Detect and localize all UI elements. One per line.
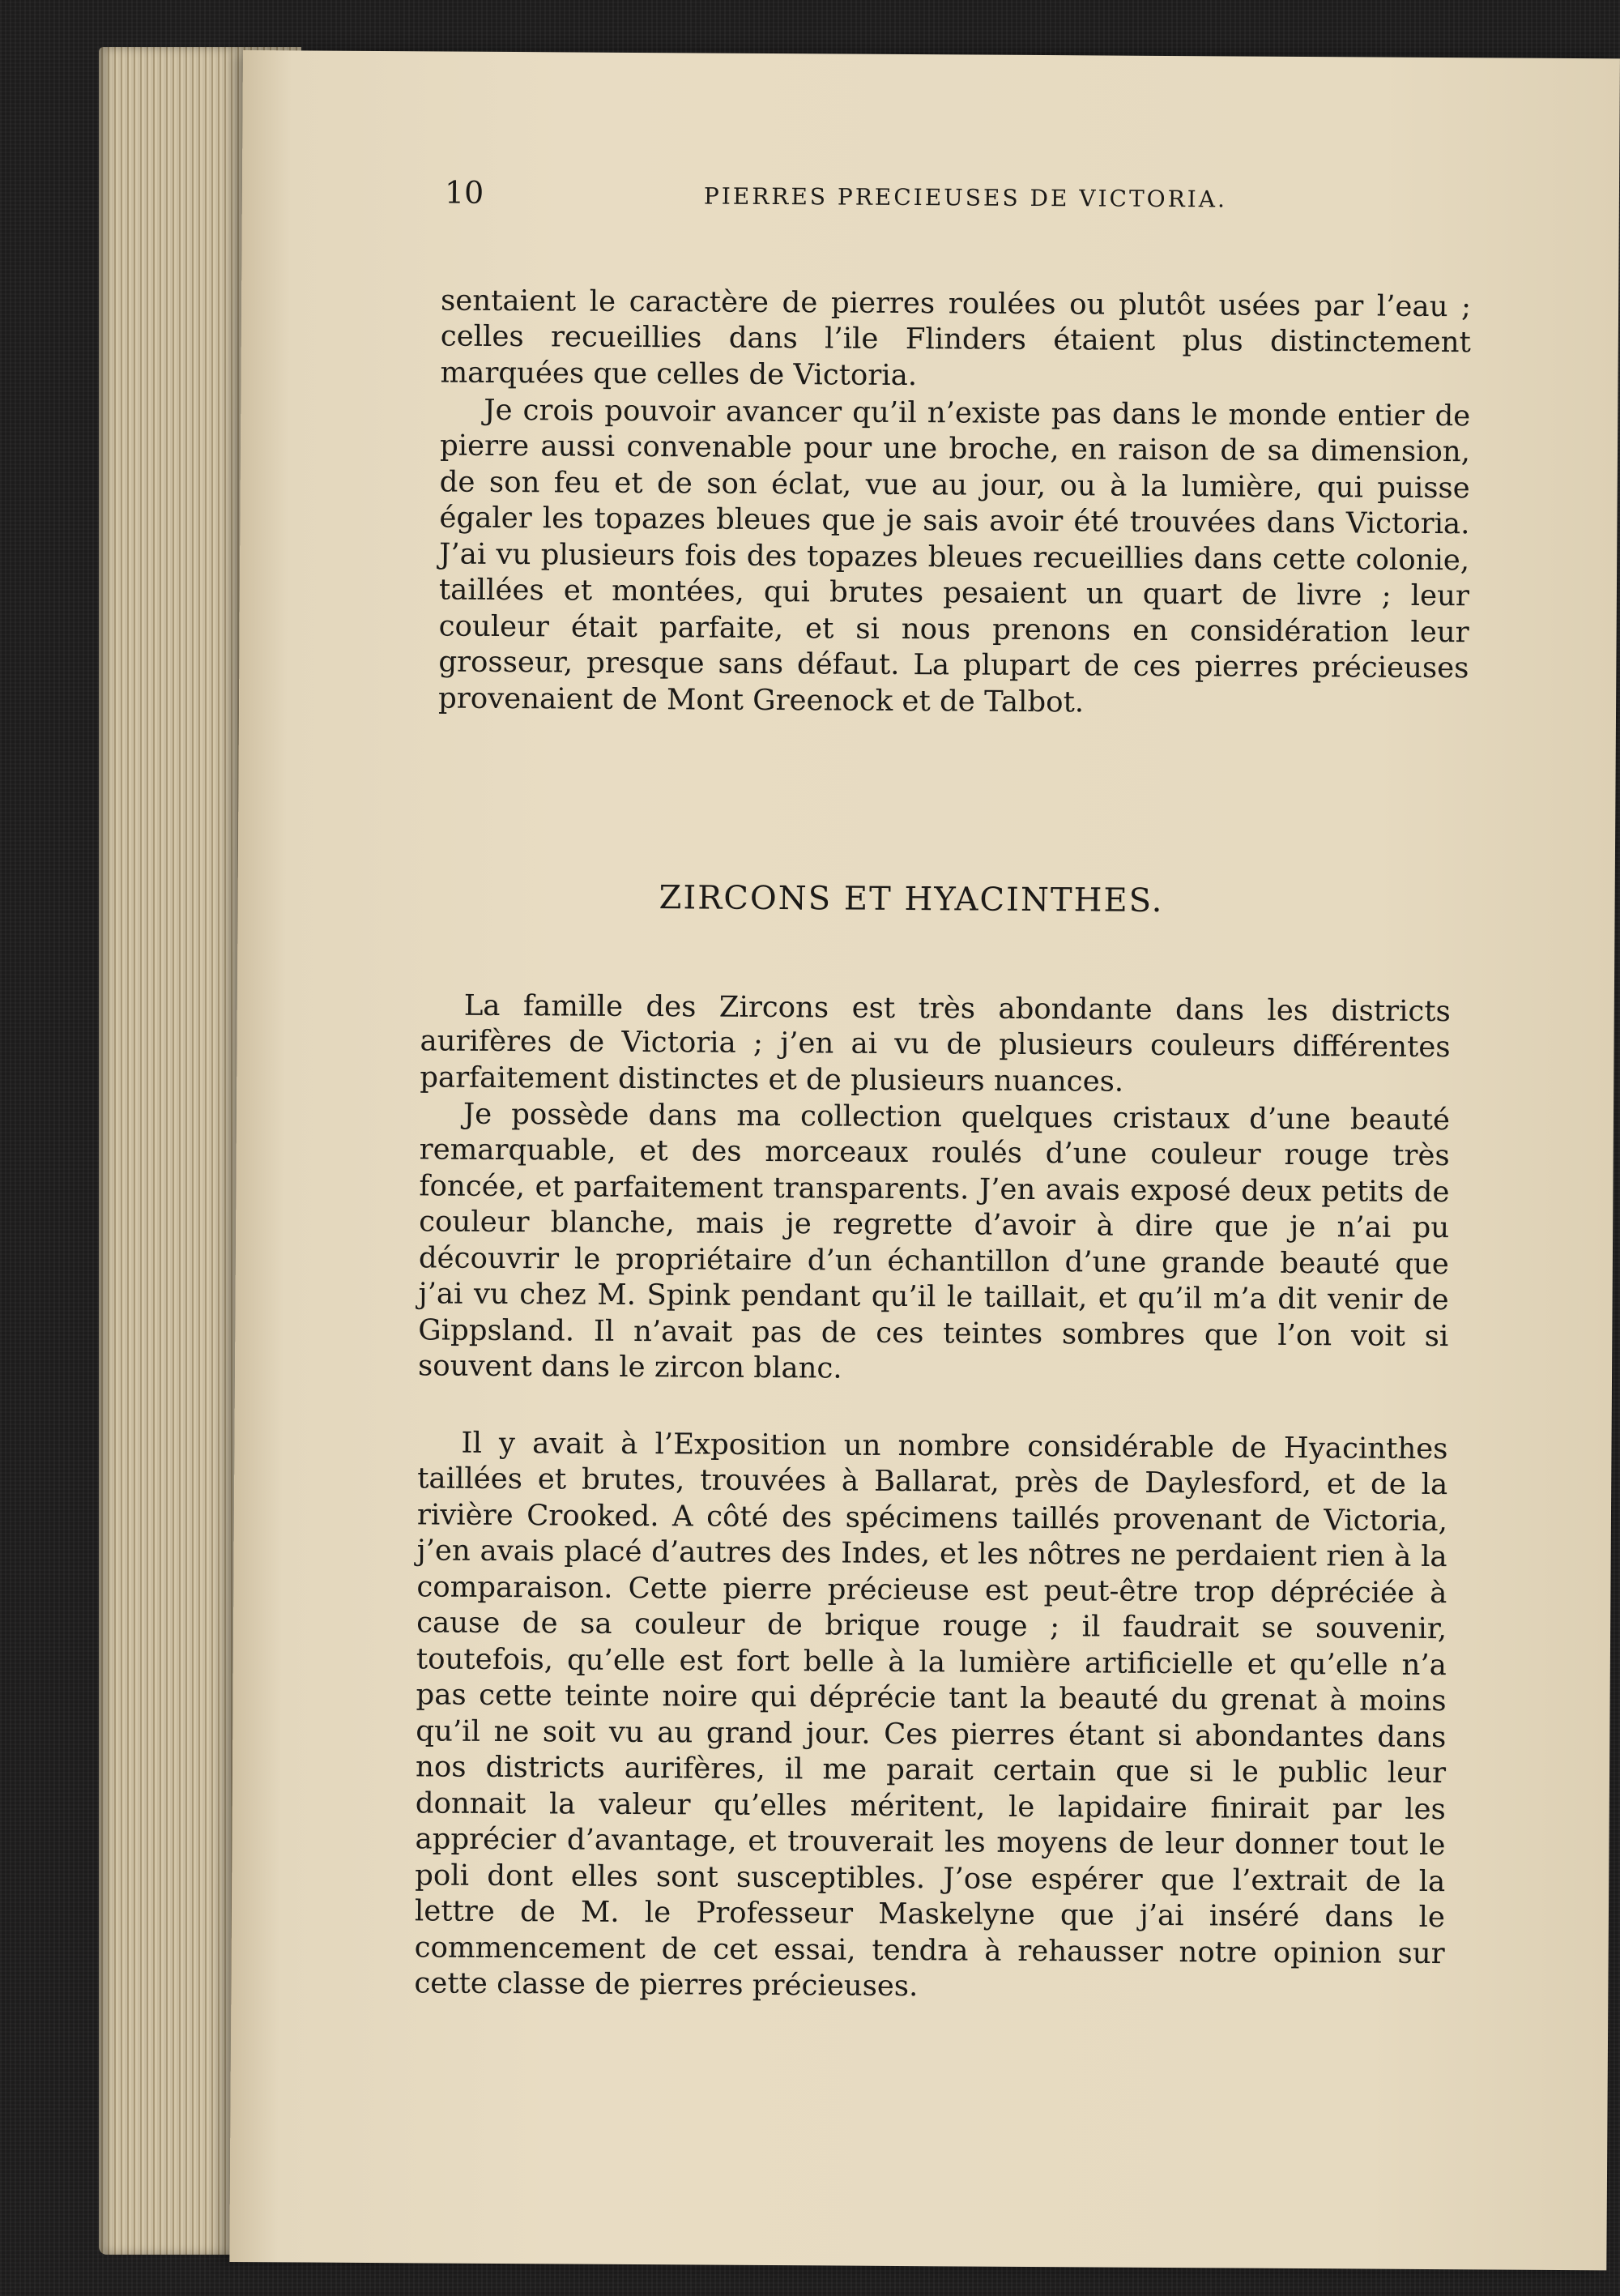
paragraph-hyacinthes: Il y avait à l’Exposition un nombre considérable de Hyacinthes taillées et brutes, trouvées à Ballarat, près de Daylesford, et de la rivière Crooked. A côté des spécimens taillés provenant de Victoria, j’en avais placé d’autres des Indes, et les nôtres ne perdaient rien à la comparaison. Cette pierre précieuse est peut-être trop dépréciée à cause de sa couleur de brique rouge ; il faudrait se souvenir, toutefois, qu’elle est fort belle à la lumière artificielle et qu’elle n’a pas cette teinte noire qui déprécie tant la beauté du grenat à moins qu’il ne soit vu au grand jour. Ces pierres étant si abondantes dans nos districts aurifères, il me parait certain que si le public leur donnait la valeur qu’elles méritent, le lapidaire finirait par les apprécier d’avantage, et trouverait les moyens de leur donner tout le poli dont elles sont susceptibles. J’ose espérer que l’extrait de la lettre de M. le Professeur Maskelyne que j’ai inséré dans le commencement de cet essai, tendra à rehausser notre opinion sur cette classe de pierres précieuses. [414, 1426, 1448, 2004]
running-title: PIERRES PRECIEUSES DE VICTORIA. [703, 182, 1227, 213]
paragraph-zircons-intro: La famille des Zircons est très abondante dans les districts aurifères de Victoria ; j’en ai vu de plusieurs couleurs différentes parfaitement distinctes et de plusieurs nuances. [420, 988, 1451, 1099]
page-header [445, 175, 1514, 230]
paragraph-continuation: sentaient le caractère de pierres roulées ou plutôt usées par l’eau ; celles recueillies dans l’ile Flinders étaient plus distinctement marquées que celles de Victoria. [440, 283, 1472, 392]
book-page [229, 50, 1620, 2270]
paragraph-collection: Je possède dans ma collection quelques cristaux d’une beauté remarquable, et des morceaux roulés d’une couleur rouge très foncée, et parfaitement transparents. J’en avais exposé deux petits de couleur blanche, mais je regrette d’avoir à dire que je n’ai pu découvrir le propriétaire d’un échantillon d’une grande beauté que j’ai vu chez M. Spink pendant qu’il le taillait, et qu’il m’a dit venir de Gippsland. Il n’avait pas de ces teintes sombres que l’on voit si souvent dans le zircon blanc. [417, 1097, 1451, 1385]
paragraph-topazes: Je crois pouvoir avancer qu’il n’existe pas dans le monde entier de pierre aussi convenable pour une broche, en raison de sa dimension, de son feu et de son éclat, vue au jour, ou à la lumière, qui puisse égaler les topazes bleues que je sais avoir été trouvées dans Victoria. J’ai vu plusieurs fois des topazes bleues recueillies dans cette colonie, taillées et montées, qui brutes pesaient un quart de livre ; leur couleur était parfaite, et si nous prenons en considération leur grosseur, presque sans défaut. La plupart de ces pierres précieuses provenaient de Mont Greenock et de Talbot. [437, 393, 1471, 719]
page-number: 10 [444, 174, 484, 211]
section-title: ZIRCONS ET HYACINTHES. [659, 879, 1164, 920]
